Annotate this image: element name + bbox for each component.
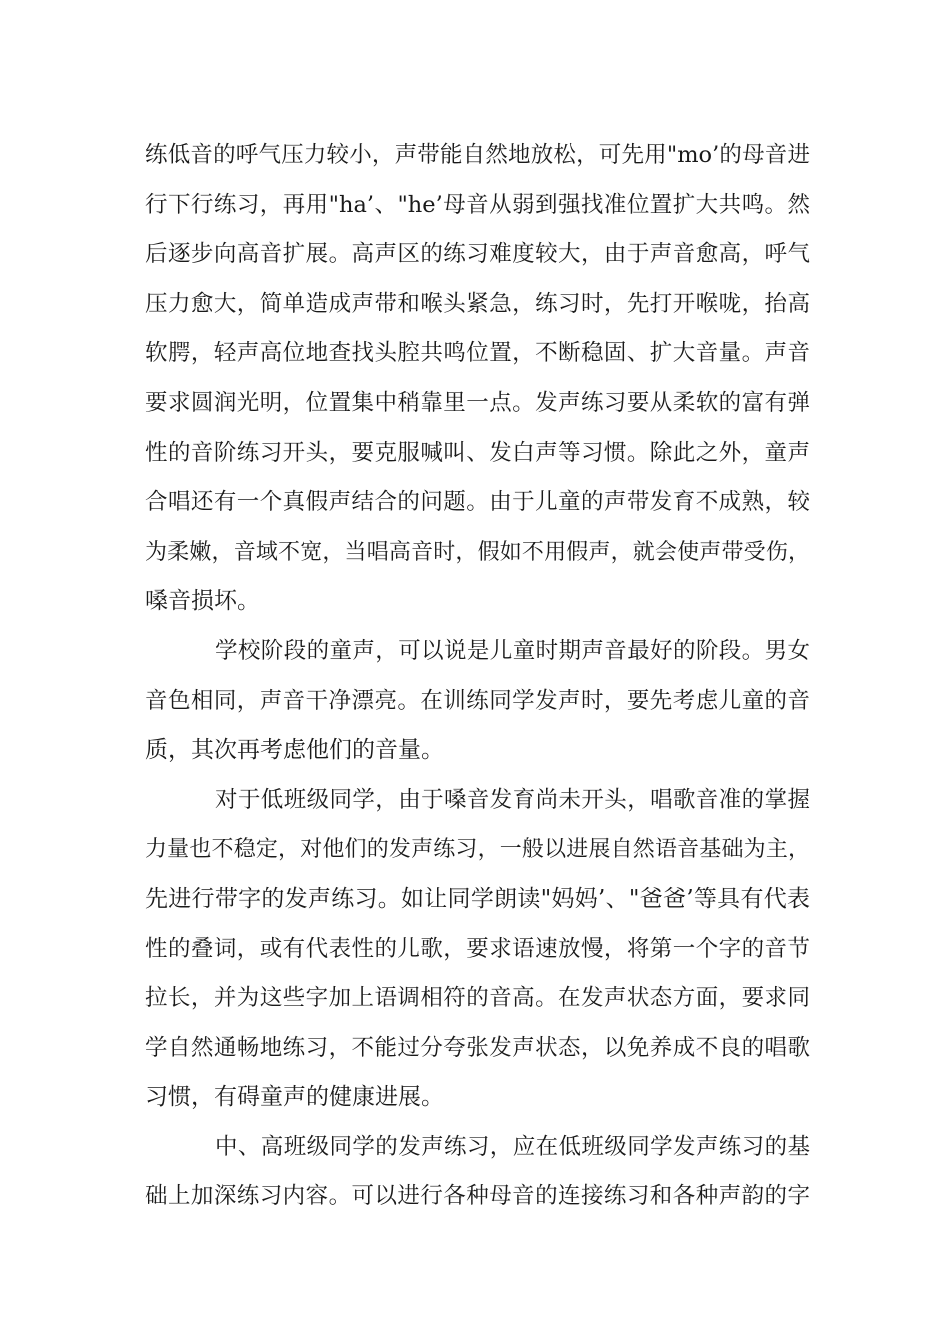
text-line: 嗓音损坏。 [145, 588, 260, 615]
text-line: 后逐步向高音扩展。高声区的练习难度较大，由于声音愈高，呼气 [145, 241, 810, 268]
text-line: 力量也不稳定，对他们的发声练习，一般以进展自然语音基础为主， [145, 837, 810, 863]
text-line: 习惯，有碍童声的健康进展。 [145, 1084, 444, 1111]
text-line: 学自然通畅地练习，不能过分夸张发声状态，以免养成不良的唱歌 [145, 1034, 810, 1061]
text-line: 为柔嫩，音域不宽，当唱高音时，假如不用假声，就会使声带受伤， [145, 539, 810, 565]
text-line: 对于低班级同学，由于嗓音发育尚未开头，唱歌音准的掌握 [215, 786, 810, 813]
text-line: 础上加深练习内容。可以进行各种母音的连接练习和各种声韵的字 [145, 1183, 810, 1210]
text-line: 性的叠词，或有代表性的儿歌，要求语速放慢，将第一个字的音节 [145, 935, 810, 962]
text-line: 要求圆润光明，位置集中稍靠里一点。发声练习要从柔软的富有弹 [145, 389, 810, 416]
text-line: 音色相同，声音干净漂亮。在训练同学发声时，要先考虑儿童的音 [145, 687, 810, 714]
text-line: 学校阶段的童声，可以说是儿童时期声音最好的阶段。男女 [215, 637, 810, 664]
text-line: 压力愈大，简单造成声带和喉头紧急，练习时，先打开喉咙，抬高 [145, 290, 810, 317]
text-line: 软腭，轻声高位地查找头腔共鸣位置，不断稳固、扩大音量。声音 [145, 340, 810, 367]
body-text [145, 131, 810, 1222]
text-line: 中、高班级同学的发声练习，应在低班级同学发声练习的基 [215, 1133, 810, 1160]
text-line: 合唱还有一个真假声结合的问题。由于儿童的声带发育不成熟，较 [145, 489, 810, 516]
text-line: 练低音的呼气压力较小，声带能自然地放松，可先用"mo’的母音进 [145, 142, 810, 168]
text-line: 行下行练习，再用"ha’、"he’母音从弱到强找准位置扩大共鸣。然 [145, 191, 810, 218]
text-line: 质，其次再考虑他们的音量。 [145, 737, 444, 764]
text-line: 拉长，并为这些字加上语调相符的音高。在发声状态方面，要求同 [145, 985, 810, 1012]
text-line: 性的音阶练习开头，要克服喊叫、发白声等习惯。除此之外，童声 [145, 439, 810, 466]
text-line: 先进行带字的发声练习。如让同学朗读"妈妈’、"爸爸’等具有代表 [145, 885, 810, 912]
